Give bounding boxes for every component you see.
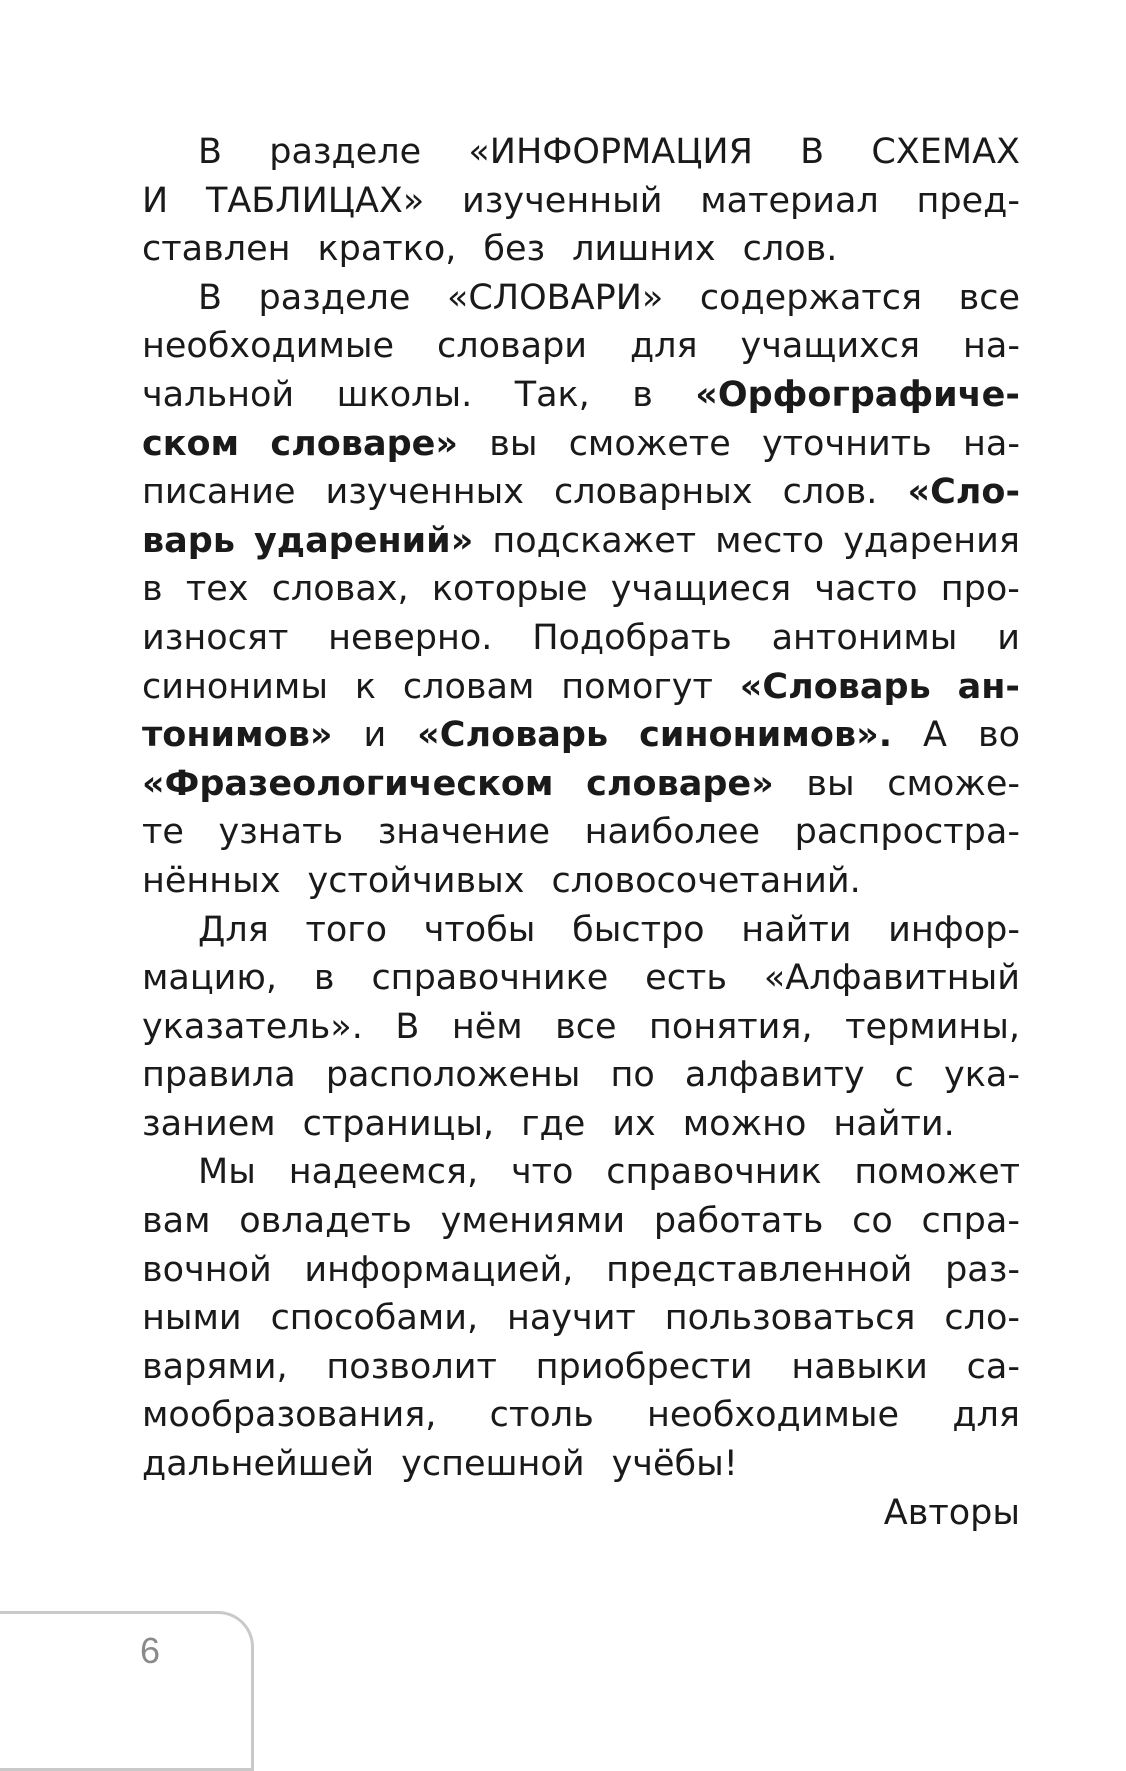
word: А: [923, 715, 947, 756]
word: Так,: [514, 374, 590, 415]
word: ука-: [944, 1055, 1020, 1096]
bold-word: словаре»: [586, 763, 774, 804]
word: с: [894, 1055, 914, 1096]
word: писание: [142, 472, 296, 513]
word: значение: [377, 812, 551, 853]
word: информацией,: [304, 1249, 574, 1290]
word: дальнейшей: [142, 1444, 375, 1485]
word: со: [852, 1201, 893, 1242]
word: вы: [806, 763, 855, 804]
bold-word: ском: [142, 423, 240, 464]
word: занием: [142, 1103, 276, 1144]
word: про-: [940, 569, 1020, 610]
word: в: [142, 569, 163, 610]
word: мацию,: [142, 958, 278, 999]
signature: Авторы: [883, 1492, 1020, 1533]
word: все: [958, 277, 1020, 318]
word: пользоваться: [664, 1298, 916, 1339]
word: словах,: [271, 569, 409, 610]
text-line: [142, 420, 1020, 469]
word: разделе: [269, 132, 422, 172]
word: узнать: [218, 812, 344, 853]
bold-word: словаре»: [270, 423, 458, 464]
bold-word: «Словарь: [417, 715, 609, 756]
word: справочнике: [371, 958, 609, 999]
word: можно: [682, 1103, 807, 1144]
word: навыки: [791, 1346, 928, 1387]
paragraph: [142, 1148, 1020, 1488]
word: изученных: [325, 472, 524, 513]
word: необходимые: [142, 326, 395, 367]
word: есть: [645, 958, 727, 999]
text-line: [142, 1148, 1020, 1197]
word: работать: [653, 1201, 824, 1242]
word: в: [313, 958, 335, 999]
word: «Алфавитный: [763, 958, 1020, 999]
word: представленной: [606, 1249, 913, 1290]
word: синонимы: [142, 666, 328, 707]
word: страницы,: [302, 1103, 495, 1144]
text-line: [142, 1343, 1020, 1392]
page-number: 6: [140, 1630, 161, 1671]
word: умениями: [440, 1201, 626, 1242]
word: успешной: [401, 1444, 585, 1485]
word: слов.: [782, 472, 878, 513]
word: столь: [489, 1395, 594, 1436]
text-line: [142, 565, 1020, 614]
word: варями,: [142, 1346, 288, 1387]
word: приобрести: [535, 1346, 753, 1387]
word: В: [198, 132, 223, 172]
word: для: [952, 1395, 1020, 1436]
word: для: [629, 326, 698, 367]
word: вам: [142, 1201, 211, 1242]
word: мообразования,: [142, 1395, 437, 1436]
word: вочной: [142, 1249, 272, 1290]
word: нённых: [142, 860, 281, 901]
word: инфор-: [888, 909, 1020, 950]
paragraph: [142, 906, 1020, 1149]
bold-word: ан-: [957, 666, 1020, 707]
word: на-: [963, 423, 1020, 464]
word: все: [555, 1006, 617, 1047]
word: сло-: [944, 1298, 1020, 1339]
text-line: [142, 468, 1020, 517]
text-line: [142, 760, 1020, 809]
word: словам: [402, 666, 535, 707]
word: В: [800, 132, 825, 172]
text-line: [142, 1197, 1020, 1246]
page-body: [142, 128, 1020, 1537]
word: без: [483, 229, 546, 270]
word: И: [142, 180, 169, 221]
word: устойчивых: [307, 860, 525, 901]
page-number-tab: [0, 1611, 254, 1771]
word: найти.: [833, 1103, 955, 1144]
word: неверно.: [328, 617, 493, 658]
text-line: [142, 614, 1020, 663]
word: В: [198, 277, 223, 318]
bold-word: «Орфографиче-: [695, 374, 1020, 415]
text-line: [142, 322, 1020, 371]
word: правила: [142, 1055, 296, 1096]
word: учащиеся: [610, 569, 792, 610]
word: СХЕМАХ: [871, 132, 1020, 172]
word: найти: [741, 909, 852, 950]
text-line: [142, 1051, 1020, 1100]
text-line: [142, 711, 1020, 760]
word: к: [354, 666, 376, 707]
text-line: [142, 663, 1020, 712]
word: понятия,: [649, 1006, 813, 1047]
word: Подобрать: [532, 617, 732, 658]
text-line: [142, 371, 1020, 420]
word: уточнить: [761, 423, 932, 464]
word: их: [612, 1103, 656, 1144]
word: Мы: [198, 1152, 256, 1193]
word: В: [395, 1006, 420, 1047]
text-line: [142, 1440, 1020, 1489]
text-line: [142, 1246, 1020, 1295]
word: слов.: [742, 229, 838, 270]
word: тех: [185, 569, 249, 610]
bold-word: «Словарь: [739, 666, 931, 707]
word: по: [610, 1055, 655, 1096]
text-line: [142, 128, 1020, 177]
text-line: [142, 177, 1020, 226]
word: чтобы: [423, 909, 536, 950]
word: овладеть: [239, 1201, 412, 1242]
signature-line: [142, 1489, 1020, 1538]
word: «СЛОВАРИ»: [446, 277, 664, 318]
word: сможе-: [887, 763, 1020, 804]
paragraph: [142, 274, 1020, 906]
word: ными: [142, 1298, 242, 1339]
word: того: [305, 909, 388, 950]
text-line: [142, 1294, 1020, 1343]
word: учёбы!: [611, 1444, 738, 1485]
word: чальной: [142, 374, 295, 415]
text-line: [142, 274, 1020, 323]
word: способами,: [270, 1298, 479, 1339]
word: материал: [700, 180, 879, 221]
word: сможете: [568, 423, 731, 464]
word: и: [363, 715, 387, 756]
word: справочник: [606, 1152, 822, 1193]
text-line: [142, 225, 1020, 274]
bold-word: ударений»: [253, 520, 474, 561]
word: ударения: [843, 520, 1020, 561]
paragraph: [142, 128, 1020, 274]
word: научит: [506, 1298, 636, 1339]
word: где: [521, 1103, 586, 1144]
word: расположены: [325, 1055, 581, 1096]
word: помогут: [561, 666, 713, 707]
text-line: [142, 954, 1020, 1003]
word: содержатся: [699, 277, 923, 318]
word: поможет: [854, 1152, 1020, 1193]
word: «ИНФОРМАЦИЯ: [468, 132, 753, 172]
text-line: [142, 1100, 1020, 1149]
word: термины,: [845, 1006, 1020, 1047]
word: словари: [436, 326, 588, 367]
word: изученный: [462, 180, 663, 221]
word: что: [510, 1152, 574, 1193]
bold-word: тонимов»: [142, 715, 333, 756]
word: позволит: [326, 1346, 497, 1387]
word: во: [977, 715, 1020, 756]
text-line: [142, 517, 1020, 566]
word: износят: [142, 617, 289, 658]
word: словосочетаний.: [551, 860, 861, 901]
word: надеемся,: [288, 1152, 479, 1193]
word: в: [632, 374, 653, 415]
word: на-: [963, 326, 1020, 367]
word: которые: [431, 569, 588, 610]
bold-word: «Фразеологическом: [142, 763, 554, 804]
word: словарных: [554, 472, 753, 513]
word: необходимые: [647, 1395, 900, 1436]
word: алфавиту: [684, 1055, 865, 1096]
word: быстро: [572, 909, 705, 950]
word: пред-: [916, 180, 1020, 221]
text-line: [142, 808, 1020, 857]
text-line: [142, 1391, 1020, 1440]
word: са-: [966, 1346, 1020, 1387]
word: ставлен: [142, 229, 291, 270]
word: кратко,: [317, 229, 457, 270]
word: Для: [198, 909, 269, 950]
word: те: [142, 812, 184, 853]
word: распростра-: [794, 812, 1020, 853]
word: наиболее: [584, 812, 761, 853]
word: и: [997, 617, 1020, 658]
bold-word: варь: [142, 520, 235, 561]
word: подскажет: [492, 520, 697, 561]
word: спра-: [921, 1201, 1020, 1242]
text-line: [142, 1003, 1020, 1052]
word: место: [715, 520, 825, 561]
word: школы.: [336, 374, 473, 415]
word: лишних: [572, 229, 716, 270]
word: нём: [451, 1006, 523, 1047]
word: ТАБЛИЦАХ»: [205, 180, 425, 221]
word: учащихся: [740, 326, 921, 367]
text-line: [142, 857, 1020, 906]
word: разделе: [258, 277, 411, 318]
word: вы: [489, 423, 538, 464]
bold-word: синонимов».: [639, 715, 893, 756]
word: часто: [814, 569, 918, 610]
word: указатель».: [142, 1006, 363, 1047]
bold-word: «Сло-: [907, 472, 1020, 513]
text-line: [142, 906, 1020, 955]
word: раз-: [945, 1249, 1020, 1290]
word: антонимы: [771, 617, 958, 658]
